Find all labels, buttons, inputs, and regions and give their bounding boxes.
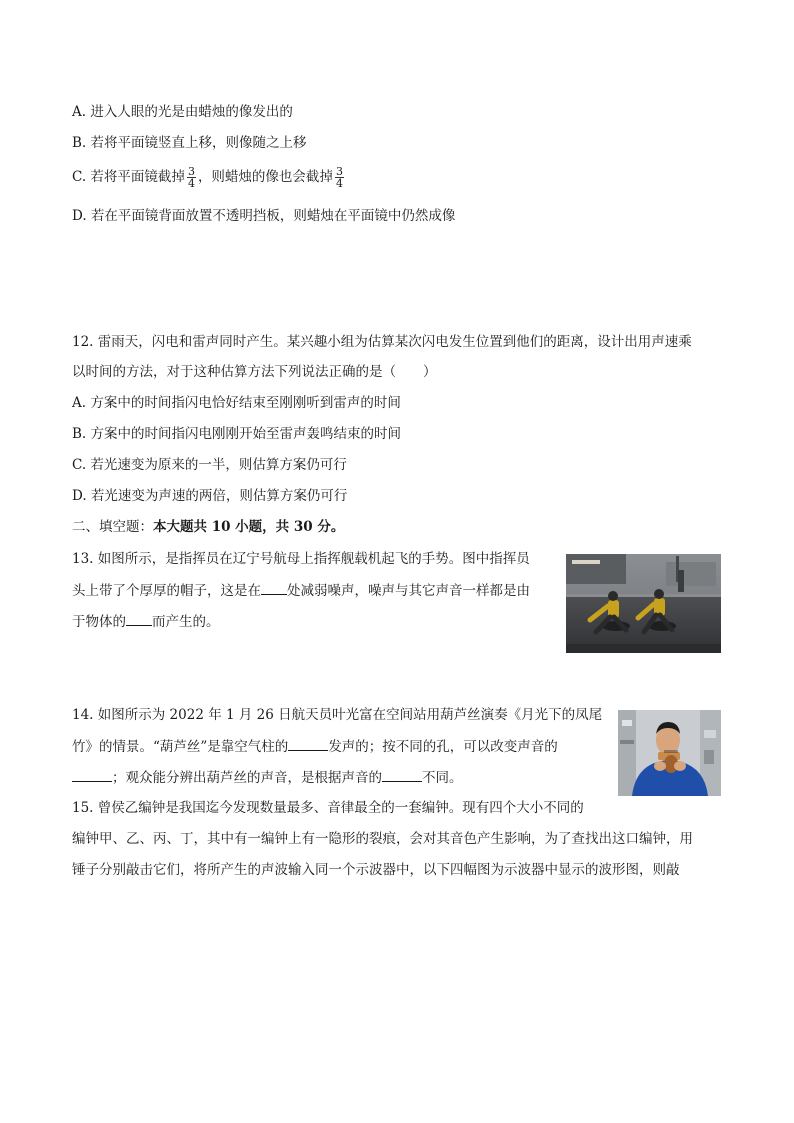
q11-option-b: B. 若将平面镜竖直上移，则像随之上移 <box>72 135 307 151</box>
q14-line2-a: 竹》的情景。“葫芦丝”是靠空气柱的 <box>72 739 289 755</box>
section-heading-prefix: 二、填空题： <box>72 519 153 535</box>
q14-line2-b: 发声的；按不同的孔，可以改变声音的 <box>328 739 558 755</box>
q11-option-c <box>72 166 346 189</box>
q14-line1: 14. 如图所示为 2022 年 1 月 26 日航天员叶光富在空间站用葫芦丝演奏《月光下的凤尾 <box>72 707 603 723</box>
q15-line1: 15. 曾侯乙编钟是我国迄今发现数量最多、音律最全的一套编钟。现有四个大小不同的 <box>72 800 584 816</box>
q15-line3: 锤子分别敲击它们，将所产生的声波输入同一个示波器中，以下四幅图为示波器中显示的波形图，则敲 <box>72 862 680 878</box>
q15-line2: 编钟甲、乙、丙、丁，其中有一编钟上有一隐形的裂痕，会对其音色产生影响，为了查找出这口编钟，用 <box>72 831 693 847</box>
answer-blank[interactable] <box>126 611 152 626</box>
answer-blank[interactable] <box>72 767 112 782</box>
answer-blank[interactable] <box>382 767 422 782</box>
q13-line3-b: 而产生的。 <box>152 614 220 630</box>
q12-stem-line1: 12. 雷雨天，闪电和雷声同时产生。某兴趣小组为估算某次闪电发生位置到他们的距离，设计出用声速乘 <box>72 334 692 350</box>
q12-option-d: D. 若光速变为声速的两倍，则估算方案仍可行 <box>72 488 348 504</box>
q14-line3-b: 不同。 <box>422 770 463 786</box>
q13-line2-a: 头上带了个厚厚的帽子，这是在 <box>72 583 261 599</box>
section-heading <box>72 517 344 537</box>
q13-line3-a: 于物体的 <box>72 614 126 630</box>
q11-option-d: D. 若在平面镜背面放置不透明挡板，则蜡烛在平面镜中仍然成像 <box>72 208 456 224</box>
q11-option-c-prefix: C. 若将平面镜截掉 <box>72 169 185 185</box>
q12-option-c: C. 若光速变为原来的一半，则估算方案仍可行 <box>72 457 347 473</box>
astronaut-photo <box>618 710 721 796</box>
fraction: $\frac{3}{4}$ <box>187 165 195 190</box>
answer-blank[interactable] <box>261 580 287 595</box>
fraction: $\frac{3}{4}$ <box>335 165 343 190</box>
q12-option-b: B. 方案中的时间指闪电刚刚开始至雷声轰鸣结束的时间 <box>72 426 402 442</box>
q13-line3 <box>72 611 220 632</box>
q14-line3-a: ；观众能分辨出葫芦丝的声音，是根据声音的 <box>112 770 382 786</box>
q11-option-c-middle: ，则蜡烛的像也会截掉 <box>197 169 333 185</box>
q14-line2 <box>72 736 558 757</box>
q13-line2 <box>72 580 530 601</box>
q12-option-a: A. 方案中的时间指闪电恰好结束至刚刚听到雷声的时间 <box>72 395 401 411</box>
q11-option-a: A. 进入人眼的光是由蜡烛的像发出的 <box>72 104 293 120</box>
q14-line3 <box>72 767 463 788</box>
section-heading-bold: 本大题共 10 小题，共 30 分。 <box>153 519 345 535</box>
q12-stem-line2: 以时间的方法，对于这种估算方法下列说法正确的是（ ） <box>72 364 437 380</box>
answer-blank[interactable] <box>288 736 328 751</box>
q13-line2-b: 处减弱噪声，噪声与其它声音一样都是由 <box>287 583 530 599</box>
q13-line1: 13. 如图所示，是指挥员在辽宁号航母上指挥舰载机起飞的手势。图中指挥员 <box>72 551 530 567</box>
carrier-deck-photo <box>566 554 721 653</box>
